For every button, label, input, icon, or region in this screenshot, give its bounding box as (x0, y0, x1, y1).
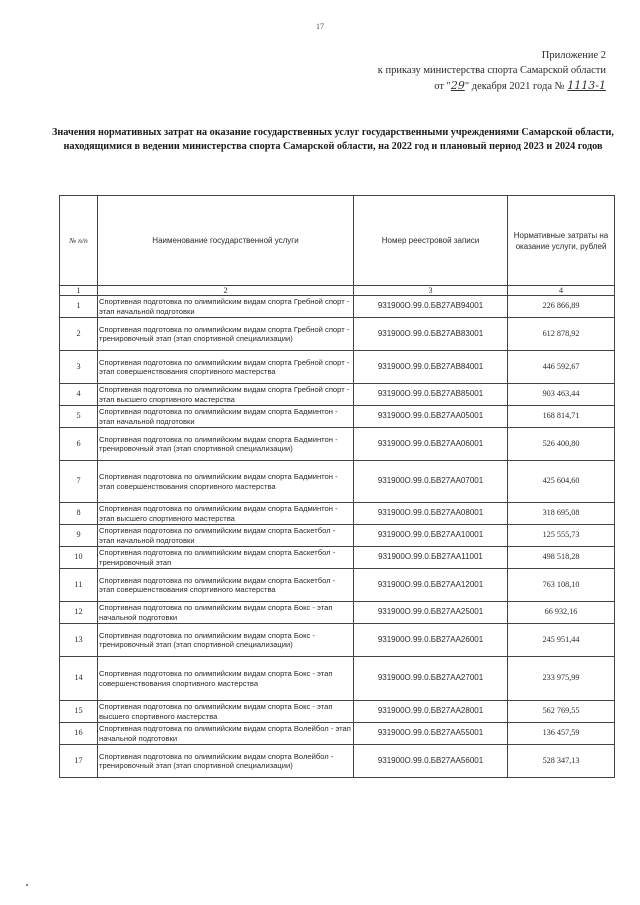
registry-number: 931900О.99.0.БВ27АВ85001 (354, 384, 508, 406)
table-body (60, 296, 615, 778)
date-prefix: от " (434, 81, 451, 92)
column-index-row (60, 286, 615, 296)
registry-number: 931900О.99.0.БВ27АА26001 (354, 624, 508, 657)
registry-number: 931900О.99.0.БВ27АА56001 (354, 745, 508, 778)
registry-number: 931900О.99.0.БВ27АА55001 (354, 723, 508, 745)
service-name: Спортивная подготовка по олимпийским видам спорта Бокс - этап начальной подготовки (98, 602, 354, 624)
service-name: Спортивная подготовка по олимпийским видам спорта Баскетбол - этап начальной подготовки (98, 525, 354, 547)
table-row (60, 318, 615, 351)
table-row (60, 525, 615, 547)
table-row (60, 723, 615, 745)
normative-cost: 66 932,16 (508, 602, 615, 624)
header-normative-cost: Нормативные затраты на оказание услуги, рублей (508, 196, 615, 286)
row-number: 8 (60, 503, 98, 525)
table-row (60, 657, 615, 701)
row-number: 13 (60, 624, 98, 657)
header-num: № п/п (60, 196, 98, 286)
registry-number: 931900О.99.0.БВ27АА07001 (354, 461, 508, 503)
registry-number: 931900О.99.0.БВ27АВ84001 (354, 351, 508, 384)
service-name: Спортивная подготовка по олимпийским видам спорта Бокс - этап высшего спортивного мастерства (98, 701, 354, 723)
column-index: 1 (60, 286, 98, 296)
cost-table (59, 195, 615, 778)
registry-number: 931900О.99.0.БВ27АА08001 (354, 503, 508, 525)
row-number: 10 (60, 547, 98, 569)
row-number: 6 (60, 428, 98, 461)
registry-number: 931900О.99.0.БВ27АВ94001 (354, 296, 508, 318)
row-number: 14 (60, 657, 98, 701)
table-row (60, 624, 615, 657)
column-index: 3 (354, 286, 508, 296)
table-row (60, 745, 615, 778)
service-name: Спортивная подготовка по олимпийским видам спорта Бадминтон - этап начальной подготовки (98, 406, 354, 428)
registry-number: 931900О.99.0.БВ27АА10001 (354, 525, 508, 547)
column-index: 4 (508, 286, 615, 296)
registry-number: 931900О.99.0.БВ27АА25001 (354, 602, 508, 624)
normative-cost: 136 457,59 (508, 723, 615, 745)
service-name: Спортивная подготовка по олимпийским видам спорта Гребной спорт - этап высшего спортивного мастерства (98, 384, 354, 406)
registry-number: 931900О.99.0.БВ27АА11001 (354, 547, 508, 569)
normative-cost: 245 951,44 (508, 624, 615, 657)
cost-table-container (59, 195, 614, 778)
date-middle: " декабря 2021 года № (464, 81, 565, 92)
appendix-order-date (276, 78, 606, 94)
normative-cost: 425 604,60 (508, 461, 615, 503)
service-name: Спортивная подготовка по олимпийским видам спорта Гребной спорт - этап совершенствования спортивного мастерства (98, 351, 354, 384)
row-number: 17 (60, 745, 98, 778)
service-name: Спортивная подготовка по олимпийским видам спорта Бокс - тренировочный этап (этап спортивной специализации) (98, 624, 354, 657)
row-number: 5 (60, 406, 98, 428)
row-number: 3 (60, 351, 98, 384)
normative-cost: 526 400,80 (508, 428, 615, 461)
row-number: 7 (60, 461, 98, 503)
page-number: 17 (316, 22, 324, 31)
row-number: 4 (60, 384, 98, 406)
table-row (60, 296, 615, 318)
service-name: Спортивная подготовка по олимпийским видам спорта Бокс - этап совершенствования спортивного мастерства (98, 657, 354, 701)
appendix-header (276, 48, 606, 94)
row-number: 1 (60, 296, 98, 318)
service-name: Спортивная подготовка по олимпийским видам спорта Гребной спорт - этап начальной подготовки (98, 296, 354, 318)
table-row (60, 384, 615, 406)
registry-number: 931900О.99.0.БВ27АА12001 (354, 569, 508, 602)
registry-number: 931900О.99.0.БВ27АА05001 (354, 406, 508, 428)
normative-cost: 168 814,71 (508, 406, 615, 428)
table-row (60, 428, 615, 461)
service-name: Спортивная подготовка по олимпийским видам спорта Бадминтон - этап высшего спортивного мастерства (98, 503, 354, 525)
registry-number: 931900О.99.0.БВ27АА27001 (354, 657, 508, 701)
appendix-order-ref: к приказу министерства спорта Самарской области (377, 65, 606, 76)
normative-cost: 528 347,13 (508, 745, 615, 778)
header-registry-number: Номер реестровой записи (354, 196, 508, 286)
normative-cost: 125 555,73 (508, 525, 615, 547)
normative-cost: 498 518,28 (508, 547, 615, 569)
row-number: 9 (60, 525, 98, 547)
service-name: Спортивная подготовка по олимпийским видам спорта Волейбол - этап начальной подготовки (98, 723, 354, 745)
registry-number: 931900О.99.0.БВ27АВ83001 (354, 318, 508, 351)
service-name: Спортивная подготовка по олимпийским видам спорта Бадминтон - этап совершенствования спортивного мастерства (98, 461, 354, 503)
table-row (60, 547, 615, 569)
registry-number: 931900О.99.0.БВ27АА06001 (354, 428, 508, 461)
normative-cost: 562 769,55 (508, 701, 615, 723)
appendix-title: Приложение 2 (541, 50, 606, 61)
service-name: Спортивная подготовка по олимпийским видам спорта Баскетбол - этап совершенствования спортивного мастерства (98, 569, 354, 602)
table-row (60, 602, 615, 624)
normative-cost: 903 463,44 (508, 384, 615, 406)
table-row (60, 569, 615, 602)
table-row (60, 503, 615, 525)
row-number: 2 (60, 318, 98, 351)
normative-cost: 446 592,67 (508, 351, 615, 384)
row-number: 15 (60, 701, 98, 723)
normative-cost: 763 108,10 (508, 569, 615, 602)
normative-cost: 226 866,89 (508, 296, 615, 318)
table-row (60, 701, 615, 723)
row-number: 16 (60, 723, 98, 745)
row-number: 11 (60, 569, 98, 602)
normative-cost: 612 878,92 (508, 318, 615, 351)
normative-cost: 233 975,99 (508, 657, 615, 701)
service-name: Спортивная подготовка по олимпийским видам спорта Бадминтон - тренировочный этап (этап спортивной специализации) (98, 428, 354, 461)
service-name: Спортивная подготовка по олимпийским видам спорта Баскетбол - тренировочный этап (98, 547, 354, 569)
normative-cost: 318 695,08 (508, 503, 615, 525)
header-service-name: Наименование государственной услуги (98, 196, 354, 286)
service-name: Спортивная подготовка по олимпийским видам спорта Волейбол - тренировочный этап (этап спортивной специализации) (98, 745, 354, 778)
date-day: 29 (450, 79, 465, 92)
table-row (60, 406, 615, 428)
registry-number: 931900О.99.0.БВ27АА28001 (354, 701, 508, 723)
service-name: Спортивная подготовка по олимпийским видам спорта Гребной спорт - тренировочный этап (этап спортивной специализации) (98, 318, 354, 351)
document-title: Значения нормативных затрат на оказание государственных услуг государственными учреждениями Самарской области, находящимися в ведении министерства спорта Самарской области, на 2022 год и плановый период 2023 и 2024 годов (52, 127, 614, 152)
table-row (60, 351, 615, 384)
order-number: 1113-1 (567, 79, 606, 92)
scan-speck (26, 884, 28, 886)
row-number: 12 (60, 602, 98, 624)
table-row (60, 461, 615, 503)
column-index: 2 (98, 286, 354, 296)
table-header-row (60, 196, 615, 286)
